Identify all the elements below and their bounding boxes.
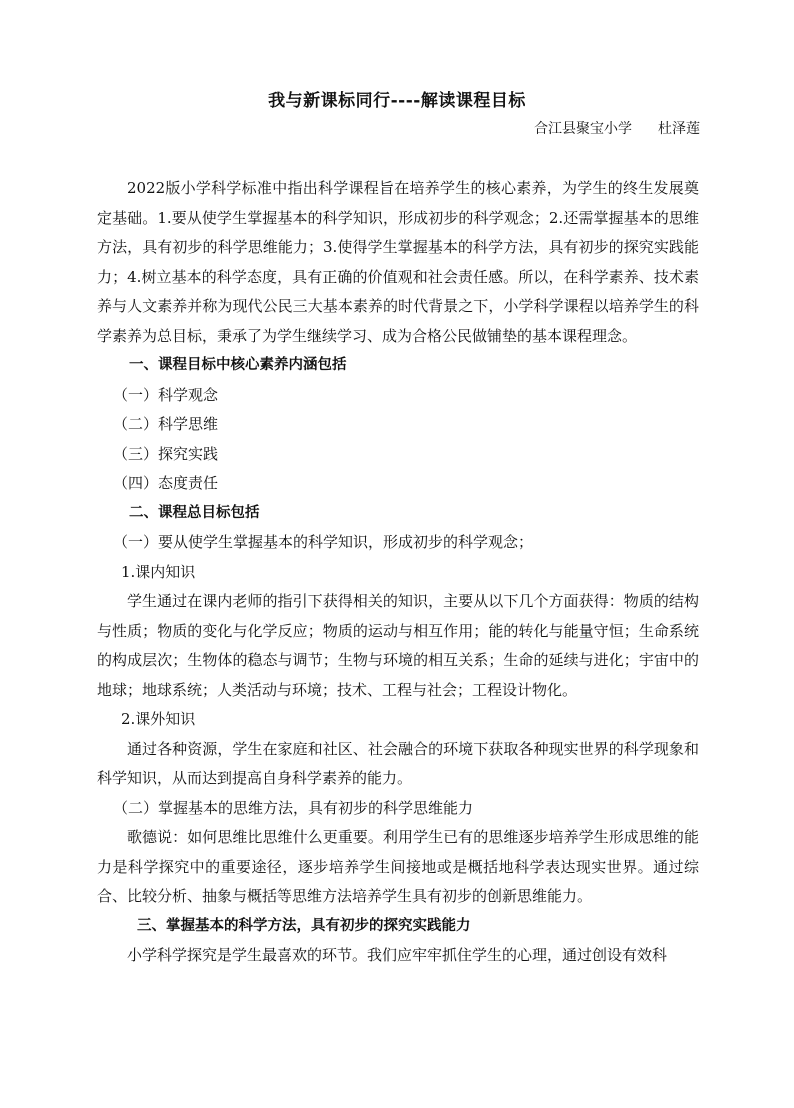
section1-item: （二）科学思维 [113, 415, 219, 433]
sub1-title: 1.课内知识 [121, 562, 196, 581]
author-line [534, 118, 700, 138]
goal2-heading: （二）掌握基本的思维方法，具有初步的科学思维能力 [113, 798, 474, 817]
section2-heading: 二、课程总目标包括 [129, 504, 260, 521]
goal1-heading: （一）要从使学生掌握基本的科学知识，形成初步的科学观念； [113, 533, 534, 551]
section1-item: （三）探究实践 [113, 444, 219, 463]
author-org: 合江县聚宝小学 [534, 121, 632, 137]
section1-heading: 一、课程目标中核心素养内涵包括 [129, 357, 347, 373]
sub2-paragraph: 通过各种资源，学生在家庭和社区、社会融合的环境下获取各种现实世界的科学现象和科学知识，从而达到提高自身科学素养的能力。 [97, 739, 699, 787]
sub2-title: 2.课外知识 [121, 710, 196, 728]
document-body [97, 174, 699, 971]
section1-item: （四）态度责任 [113, 474, 219, 492]
author-name: 杜泽莲 [658, 121, 700, 137]
goal2-paragraph: 歌德说：如何思维比思维什么更重要。利用学生已有的思维逐步培养学生形成思维的能力是科学探究中的重要途径，逐步培养学生间接地或是概括地科学表达现实世界。通过综合、比较分析、抽象与概括等思维方法培养学生具有初步的创新思维能力。 [97, 828, 699, 905]
section3-heading: 三、掌握基本的科学方法，具有初步的探究实践能力 [137, 917, 471, 934]
intro-paragraph: 2022版小学科学标准中指出科学课程旨在培养学生的核心素养，为学生的终生发展奠定基础。1.要从使学生掌握基本的科学知识，形成初步的科学观念；2.还需掌握基本的思维方法，具有初步的科学思维能力；3.使得学生掌握基本的科学方法，具有初步的探究实践能力；4.树立基本的科学态度，具有正确的价值观和社会责任感。所以，在科学素养、技术素养与人文素养并称为现代公民三大基本素养的时代背景之下，小学科学课程以培养学生的科学素养为总目标，秉承了为学生继续学习、成为合格公民做铺垫的基本课程理念。 [97, 179, 699, 345]
document-title: 我与新课标同行----解读课程目标 [268, 91, 526, 111]
section1-item: （一）科学观念 [113, 385, 219, 404]
section3-paragraph: 小学科学探究是学生最喜欢的环节。我们应牢牢抓住学生的心理，通过创设有效科 [127, 946, 668, 964]
sub1-paragraph: 学生通过在课内老师的指引下获得相关的知识，主要从以下几个方面获得：物质的结构与性质；物质的变化与化学反应；物质的运动与相互作用；能的转化与能量守恒；生命系统的构成层次；生物体的稳态与调节；生物与环境的相互关系；生命的延续与进化；宇宙中的地球；地球系统；人类活动与环境；技术、工程与社会；工程设计物化。 [97, 592, 699, 699]
